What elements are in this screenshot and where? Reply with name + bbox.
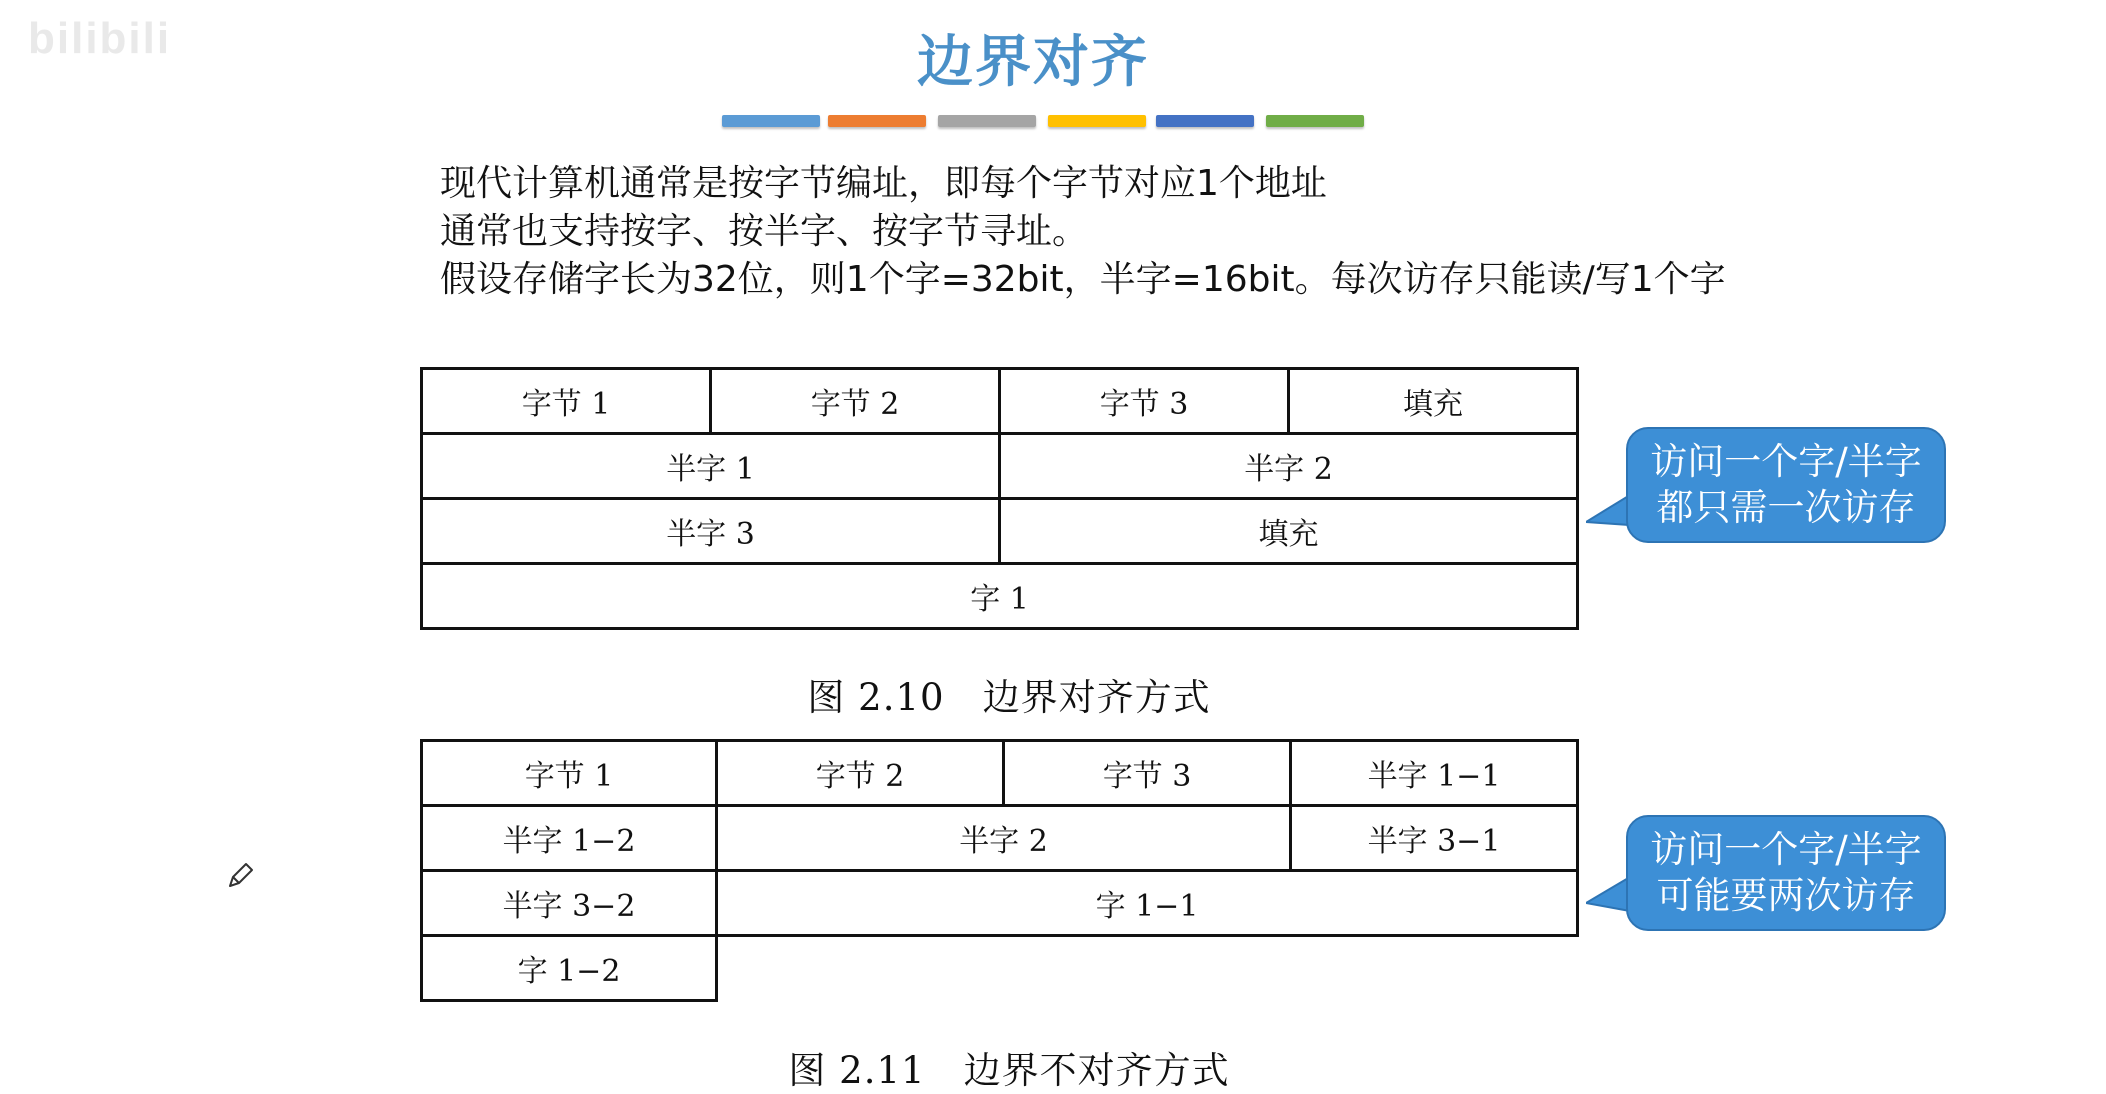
grid-cell: 字节 3: [1005, 742, 1292, 807]
grid-cell: 字节 3: [1001, 370, 1290, 435]
callout-line: 访问一个字/半字: [1650, 828, 1922, 871]
intro-line: 通常也支持按字、按半字、按字节寻址。: [440, 211, 1089, 252]
grid-cell: 字 1: [423, 565, 1579, 630]
grid-cell: 填充: [1001, 500, 1579, 565]
accent-bar: [1266, 115, 1364, 127]
grid-cell: 半字 3−1: [1292, 807, 1579, 872]
accent-bar: [1048, 115, 1146, 127]
grid-cell: 半字 1: [423, 435, 1001, 500]
grid-cell: 半字 3−2: [423, 872, 718, 937]
grid-cell: 字节 1: [423, 370, 712, 435]
grid-cell: 字节 1: [423, 742, 718, 807]
intro-line: 现代计算机通常是按字节编址，即每个字节对应1个地址: [440, 163, 1327, 204]
bilibili-watermark: bilibili: [28, 14, 172, 63]
callout-unaligned: [1586, 815, 1986, 935]
intro-text: [440, 160, 1726, 304]
accent-bar: [1156, 115, 1254, 127]
grid-cell: 半字 2: [1001, 435, 1579, 500]
figure-caption-aligned: 图 2.10 边界对齐方式: [807, 676, 1211, 719]
callout-line: 都只需一次访存: [1656, 486, 1916, 529]
aligned-memory-grid: [420, 367, 1579, 630]
accent-bar: [938, 115, 1036, 127]
grid-cell: 字节 2: [712, 370, 1001, 435]
grid-cell: 字 1−2: [423, 937, 718, 1002]
intro-line: 假设存储字长为32位，则1个字=32bit，半字=16bit。每次访存只能读/写1个字: [440, 259, 1726, 300]
grid-cell: 半字 3: [423, 500, 1001, 565]
accent-bar: [828, 115, 926, 127]
callout-aligned: [1586, 427, 1986, 547]
figure-caption-unaligned: 图 2.11 边界不对齐方式: [788, 1049, 1230, 1092]
pencil-cursor-icon: [226, 860, 256, 894]
callout-line: 访问一个字/半字: [1650, 440, 1922, 483]
accent-bar: [722, 115, 820, 127]
grid-cell: 字 1−1: [718, 872, 1579, 937]
unaligned-memory-grid: [420, 739, 1579, 1002]
grid-cell: 半字 1−2: [423, 807, 718, 872]
callout-line: 可能要两次访存: [1656, 874, 1916, 917]
grid-cell: 字节 2: [718, 742, 1005, 807]
grid-cell: 填充: [1290, 370, 1579, 435]
grid-cell: 半字 1−1: [1292, 742, 1579, 807]
callout-box: [1626, 815, 1946, 931]
callout-box: [1626, 427, 1946, 543]
slide-title: 边界对齐: [917, 30, 1149, 95]
grid-cell: 半字 2: [718, 807, 1292, 872]
